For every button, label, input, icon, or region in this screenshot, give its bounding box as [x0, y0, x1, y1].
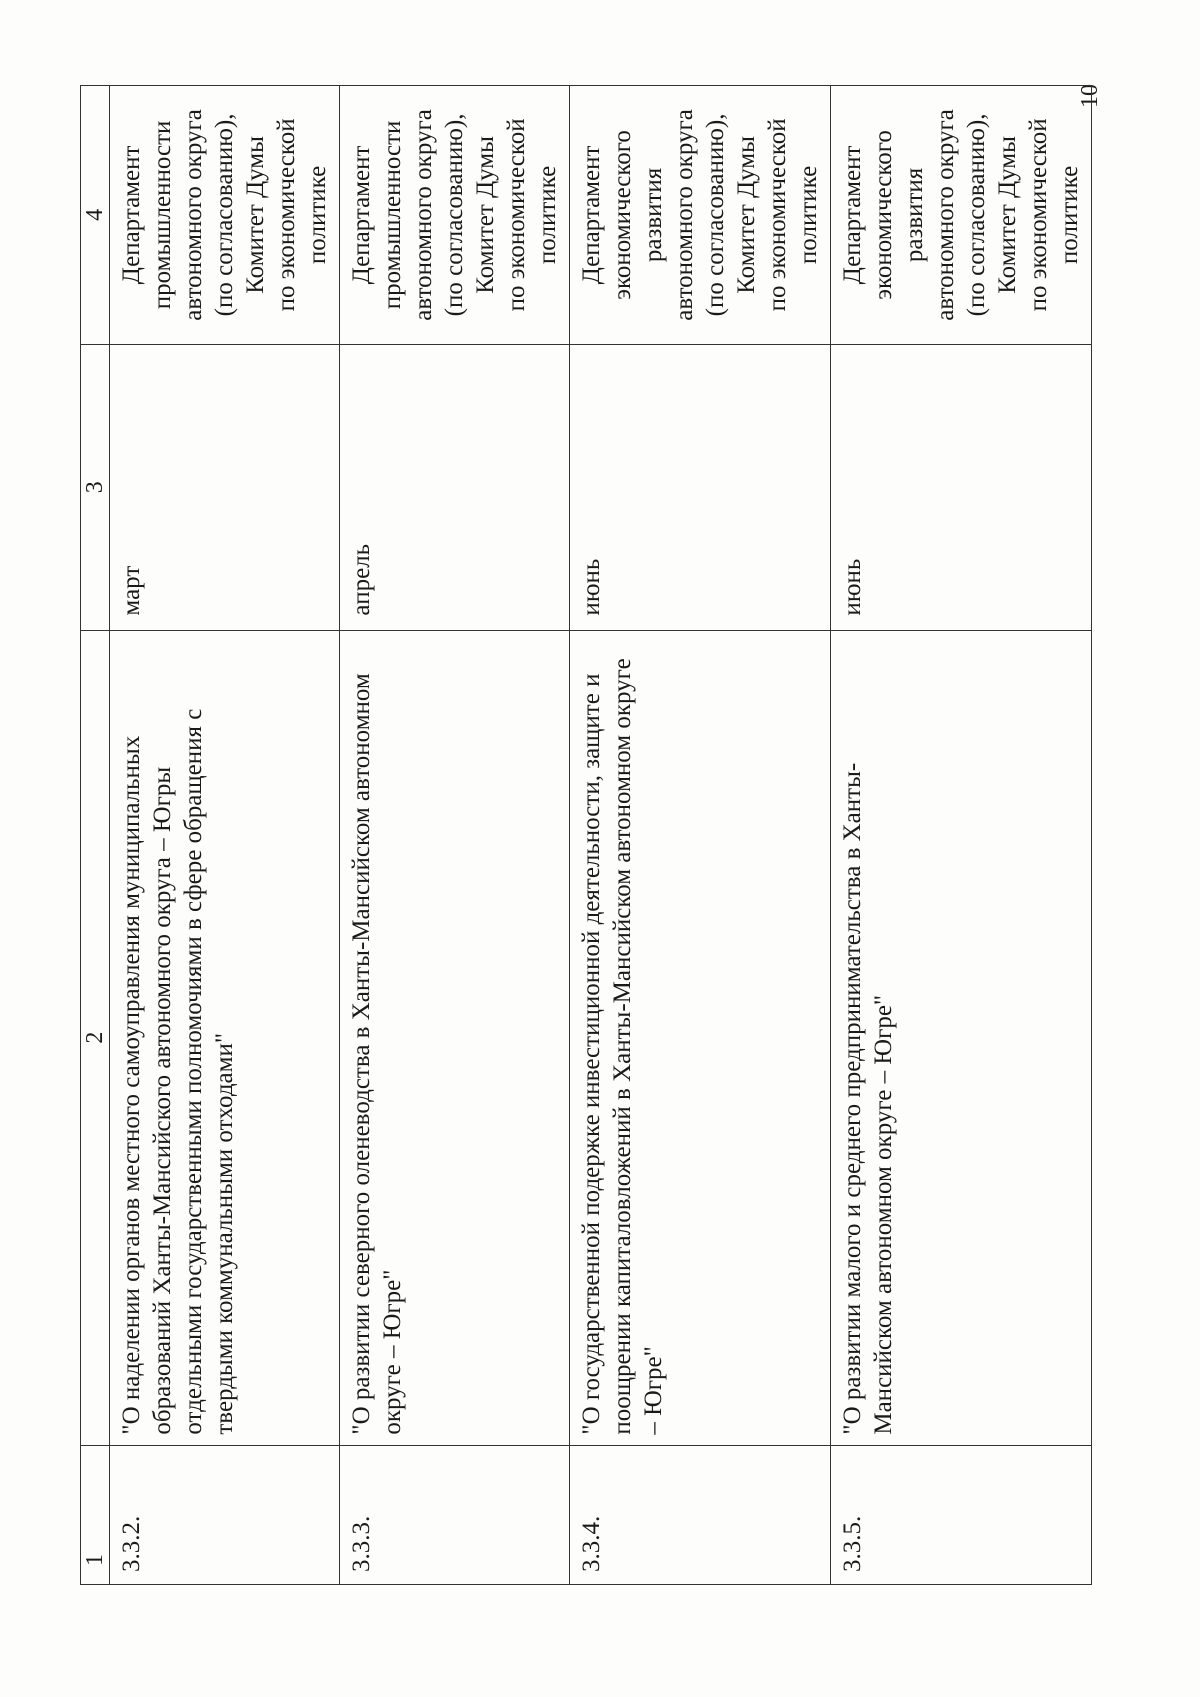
responsible-line: автономного округа [180, 109, 207, 321]
responsible-line: по экономической [273, 118, 300, 312]
responsible-line: (по согласованию), [441, 113, 468, 317]
responsible-line: Комитет Думы [472, 136, 499, 294]
responsible-line: Комитет Думы [242, 136, 269, 294]
responsible-line: (по согласованию), [211, 113, 238, 317]
row-term: июнь [831, 344, 1092, 630]
table-row [831, 86, 1092, 1585]
responsible-line: автономного округа [410, 109, 437, 321]
row-responsible [570, 86, 831, 345]
responsible-line: Комитет Думы [733, 136, 760, 294]
row-responsible [110, 86, 340, 345]
table-row [570, 86, 831, 1585]
row-term: апрель [340, 344, 570, 630]
row-title: "О развитии северного оленеводства в Ханты-Мансийском автономном округе – Югре" [340, 630, 570, 1445]
responsible-line: Департамент [839, 145, 866, 285]
row-title: "О государственной подержке инвестиционной деятельности, защите и поощрении капиталовложений в Ханты-Мансийском автономном округе – Югре" [570, 630, 831, 1445]
responsible-line: Департамент [348, 145, 375, 285]
row-term: март [110, 344, 340, 630]
responsible-line: по экономической [764, 118, 791, 312]
row-title: "О наделении органов местного самоуправления муниципальных образований Ханты-Мансийского автономного округа – Югры отдельными государственными полномочиями в сфере обращения с твердыми коммунальными отходами" [110, 630, 340, 1445]
responsible-line: промышленности [149, 120, 176, 310]
table-row [110, 86, 340, 1585]
page-number: 10 [1077, 84, 1103, 108]
responsible-line: политике [795, 165, 822, 265]
responsible-line: промышленности [379, 120, 406, 310]
responsible-line: по экономической [1025, 118, 1052, 312]
responsible-line: политике [304, 165, 331, 265]
responsible-line: политике [534, 165, 561, 265]
responsible-line: политике [1056, 165, 1083, 265]
responsible-line: экономического развития [870, 130, 928, 300]
row-responsible [831, 86, 1092, 345]
table-row [340, 86, 570, 1585]
responsible-line: автономного округа [932, 109, 959, 321]
row-term: июнь [570, 344, 831, 630]
row-number: 3.3.3. [340, 1445, 570, 1584]
row-title: "О развитии малого и среднего предпринимательства в Ханты-Мансийском автономном округе – Югре" [831, 630, 1092, 1445]
responsible-line: по экономической [503, 118, 530, 312]
table-header-row [81, 86, 110, 1585]
row-number: 3.3.4. [570, 1445, 831, 1584]
responsible-line: (по согласованию), [702, 113, 729, 317]
responsible-line: (по согласованию), [963, 113, 990, 317]
plan-table [80, 85, 1092, 1585]
row-number: 3.3.5. [831, 1445, 1092, 1584]
header-col-3: 3 [81, 344, 110, 630]
responsible-line: экономического развития [609, 130, 667, 300]
header-col-1: 1 [81, 1445, 110, 1584]
responsible-line: Департамент [578, 145, 605, 285]
responsible-line: автономного округа [671, 109, 698, 321]
responsible-line: Комитет Думы [994, 136, 1021, 294]
responsible-line: Департамент [118, 145, 145, 285]
header-col-4: 4 [81, 86, 110, 345]
row-responsible [340, 86, 570, 345]
rotated-table-container [80, 85, 1083, 1585]
row-number: 3.3.2. [110, 1445, 340, 1584]
header-col-2: 2 [81, 630, 110, 1445]
